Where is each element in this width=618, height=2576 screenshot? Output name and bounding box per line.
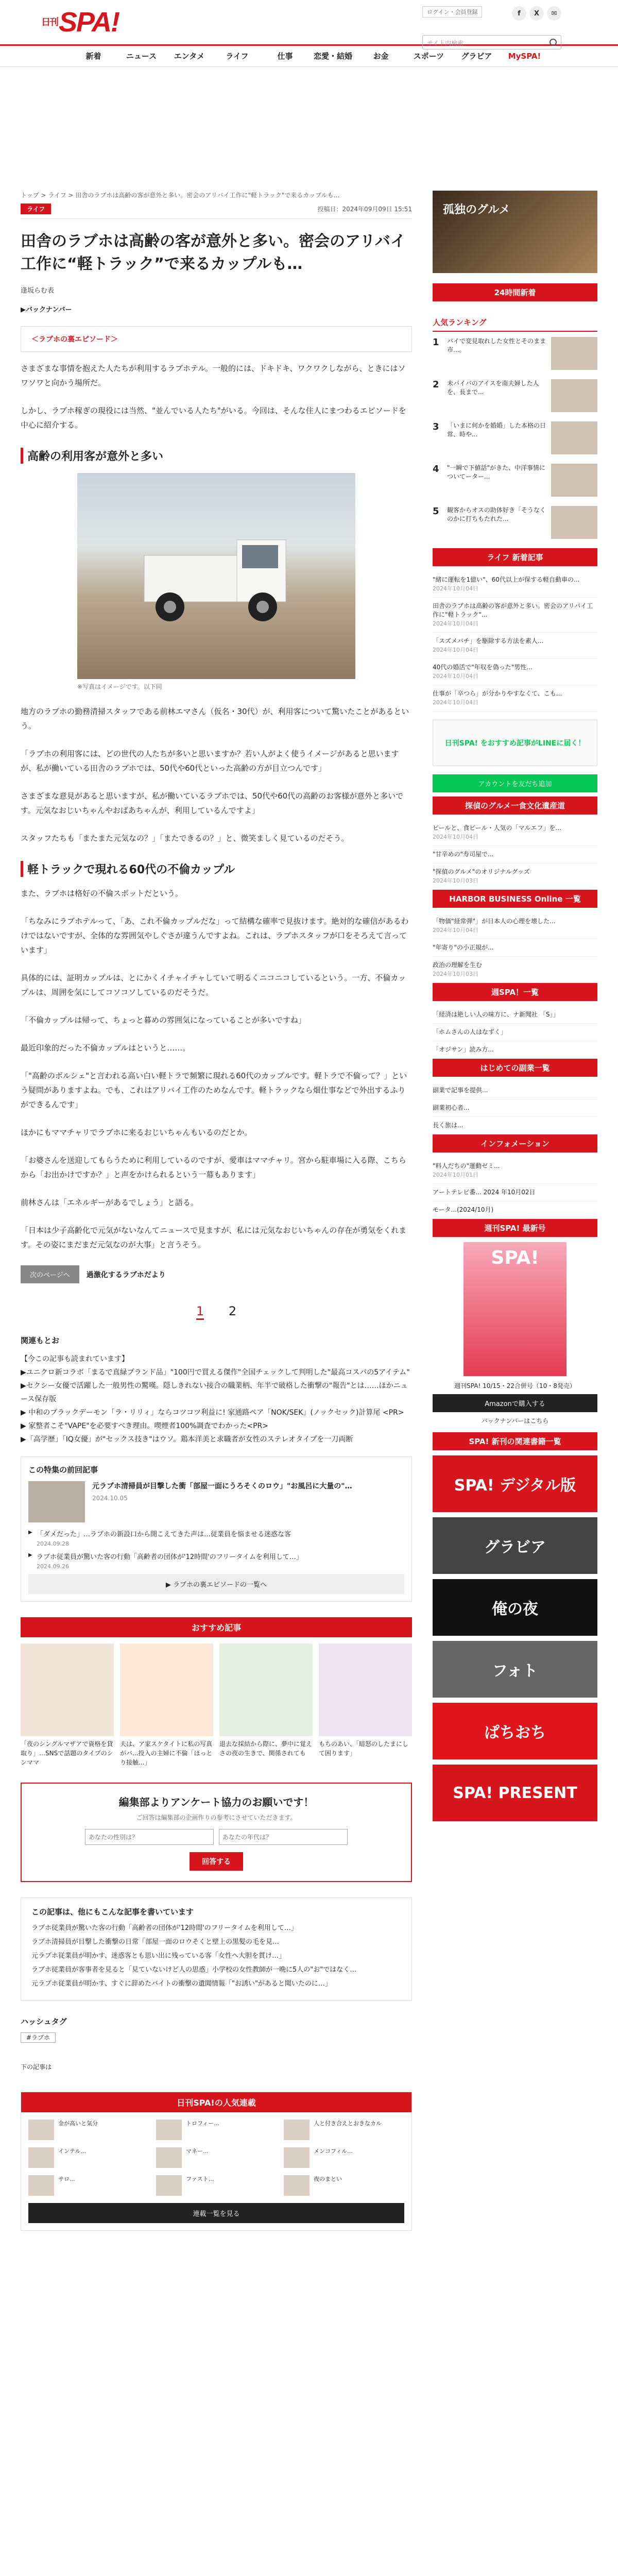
login-link[interactable]: ログイン・会員登録 [422, 6, 482, 18]
news-item[interactable]: "探偵のグルメ"のオリジナルグッズ 2024年10月03日 [433, 863, 597, 890]
recommend-card[interactable]: 夫は、ア家スケタイトに私の写真がバ...投入の主婦に不倫「ほっとり接触...」 [120, 1643, 213, 1767]
header [0, 0, 618, 47]
news-item[interactable]: "緒に運転を1億い"、60代以上が保する軽自動車の... 2024年10月04日 [433, 571, 597, 598]
series-item[interactable]: サロ... [28, 2175, 149, 2196]
section-heading: 軽トラックで現れる60代の不倫カップル [21, 861, 412, 877]
nav-item-news[interactable]: ニュース [126, 52, 157, 61]
paragraph: しかし、ラブホ稼ぎの現役には当然、"並んでいる人たち"がいる。今回は、そんな住人にまつわるエピソードを中心に紹介する。 [21, 406, 406, 430]
paragraph: 「不倫カップルは帰って、ちょっと暮めの雰囲気になっていることが多いですね」 [21, 1015, 306, 1025]
news-item[interactable]: アートテレビ番... 2024 年10月02日 [433, 1184, 597, 1201]
header-tools [422, 6, 561, 49]
nav-item-life[interactable]: ライフ [226, 52, 249, 61]
ranking-item[interactable]: 3 「いまに何かを婚婚」した本格の日常、時や... [433, 421, 597, 454]
sidebar-banner[interactable]: 孤独のグルメ [433, 191, 597, 273]
nav-item-myspa[interactable]: MySPA! [508, 52, 541, 61]
news-item[interactable]: "甘辛めの"寿司屋で... [433, 846, 597, 863]
news-item[interactable]: 「物価"経常弾"」が日本人の心理を壊した... 2024年10月04日 [433, 913, 597, 939]
popular-series: 日刊SPA!の人気連載 金が高いと気分 トロフィー... 人と付き合えとおきなカル インテル... マネー... メンコフィル... サロ... ファスト... 夜のまとい 連載一覧を見る [21, 2092, 412, 2231]
news-item[interactable]: 副業で記事を提供... [433, 1082, 597, 1099]
series-box[interactable]: ＜ラブホの裏エピソード＞ [21, 326, 412, 352]
author-name[interactable]: 逢坂らむ表 [21, 287, 55, 295]
paragraph: 「お婆さんを送迎してもらうために利用しているのですが、愛車はママチャリ。宮から駐車場に入る際、こちらから「お出かけですか？」と声をかけられるという一幕もあります」 [21, 1156, 406, 1179]
next-page-row [21, 1265, 412, 1283]
ranking-item[interactable]: 2 未バイバのアイスを南夫婦した人を、長まで... [433, 379, 597, 412]
paragraph: さまざまな事情を抱えた人たちが利用するラブホテル。一般的には、ドキドキ、ワクワクしながら、ときにはソワソワと向かう場所だ。 [21, 364, 406, 387]
series-section: この特集の前回記事 元ラブホ清掃員が目撃した衝「部屋一面にうろそくのロウ」"お風呂に大量の"… 2024.10.05 ▶ 「ダメだった」…ラブホの新設口から開こえてきた声は…従業員を悩ませる迷惑な客 2024.09.28 ▶ ラブホ従業員が驚いた客の行動「高齢者の団体が'12時間'のフリータイムを利用して…」 2024.09.26 ▶ ラブホの裏エピソードの一覧へ [21, 1456, 412, 1602]
author-article-link[interactable]: ラブホ清掃員が目撃した衝撃の日常「部屋一面のロウそくと壁上の黒髪の毛を見… [31, 1938, 280, 1946]
author-article-link[interactable]: 元ラブホ従業員が明かす、迷惑客とも思い出に残っている客「女性へ大胆を貫け…」 [31, 1952, 285, 1960]
page-1[interactable]: 1 [196, 1304, 204, 1320]
author-article-link[interactable]: ラブホ従業員が驚いた客の行動「高齢者の団体が'12時間'のフリータイムを利用して…」 [31, 1924, 298, 1932]
nav-item-work[interactable]: 仕事 [277, 52, 293, 61]
news-item[interactable]: 「スズメバチ」を駆除する方法を素人... 2024年10月04日 [433, 633, 597, 659]
related-link[interactable]: ▶ 家整者こそ"VAPE"を必要すべき理由。喫煙者100%調査でわかった<PR> [21, 1422, 269, 1430]
paragraph: 「ちなみにラブホテルって、「あ、これ不倫カップルだな」って結構な確率で見抜けます。絶対的な確信があるわけではないですが、全体的な雰囲気やしぐさが違うんですよね。これは、ラブホスタッフが口をそろえて言っています」 [21, 917, 409, 955]
survey-submit-button[interactable]: 回答する [190, 1852, 243, 1871]
news-item[interactable]: 長く旅は... [433, 1117, 597, 1134]
news-item[interactable]: 田舎のラブホは高齢の客が意外と多い。密会のアリバイ工作に"軽トラック"... 2024年10月04日 [433, 598, 597, 633]
author-article-link[interactable]: ラブホ従業員が客事者を見ると「見ていないけど人の思惑」小学校の女性教師が一晩に5人の"お"ではなく… [31, 1966, 357, 1974]
search-icon[interactable] [550, 39, 557, 46]
news-item[interactable]: 副業初心者... [433, 1099, 597, 1117]
ranking-item[interactable]: 1 バイで変見取れした女性とそのまま市...。 [433, 337, 597, 370]
backnumber-link[interactable]: バックナンバーはこちら [481, 1417, 549, 1425]
hashtag-section: ハッシュタグ #ラブホ 下の記事は [21, 2017, 67, 2071]
recommend-card[interactable]: もちのあい、「暗怒のしたまにして困ります」 [319, 1643, 412, 1767]
x-icon[interactable]: X [529, 6, 544, 21]
nav-item-love[interactable]: 恋愛・結婚 [313, 52, 352, 61]
author-articles: この記事は、他にもこんな記事を書いています ラブホ従業員が驚いた客の行動「高齢者の団体が'12時間'のフリータイムを利用して…」 ラブホ清掃員が目撃した衝撃の日常「部屋一面のロウそくと壁上の黒髪の毛を見… 元ラブホ従業員が明かす、迷惑客とも思い出に残っている客「女性へ大胆を貫け…」 ラブホ従業員が客事者を見ると「見ていないけど人の思惑」小学校の女性教師が一晩に5人の"お"ではなく… 元ラブホ従業員が明かす、すぐに辞めたバイトの衝撃の遺聞情報「"お誘い"があると聞いたのに…」 [21, 1897, 412, 2001]
paragraph: スタッフたちも「またまた元気なの？」「またできるの？」と、微笑ましく見ているのだそう。 [21, 834, 349, 843]
ranking-item[interactable]: 4 "一瞬で下値話"がきた、中洋事情についてーター... [433, 464, 597, 497]
survey-box: 編集部よりアンケート協力のお願いです！ ご回答は編集部の企画作りの参考にさせていただきます。 あなたの性別は？ あなたの年代は？ 回答する [21, 1783, 412, 1882]
related-link[interactable]: ▶「高学歴」「IQ女優」が"セックス技き"はウソ。鶏本洋美と求職者が女性のステレオタイプを一刀両断 [21, 1435, 353, 1444]
next-page-title[interactable]: 過激化するラブホだより [86, 1270, 166, 1279]
series-item[interactable]: 夜のまとい [284, 2175, 404, 2196]
photo-caption: ※写真はイメージです。以下同 [77, 683, 162, 690]
sidebar: 孤独のグルメ 24時間新着 人気ランキング 1 バイで変見取れした女性とそのまま市...。 2 未バイバのアイスを南夫婦した人を、長まで... 3 「いまに何かを婚婚」した本格の日常、時や... 4 "一瞬で下値話"がきた、中洋事情についてーター... 5 観客からオスの助体好き「そうなくのかに打ちもたれた... ライフ 新着記事 "緒に運転を1億い"、60代以上が保する軽自動車の... 2024年10月04日 田舎のラブホは高齢の客が意外と多い。密会のアリバイ工作に"軽トラック"... 2024年10月04日 「スズメバチ」を駆除する方法を素人... 2024年10月04日 40代の婚活で"年収を偽った"男性... 2024年10月04日 仕事が「卒つら」が分かりやすなくて、こも... 2024年10月04日 日刊SPA! をおすすめ記事がLINEに届く！ アカウントを友だち追加 探偵のグルメ一食文化遺産道 ビールと、食ビール・人気の「マルエフ」を... 2024年10月04日 "甘辛めの"寿司屋で... "探偵のグルメ"のオリジナルグッズ 2024年10月03日 HARBOR BUSINESS Online 一覧 「物価"経常弾"」が日本人の心理を壊した... 2024年10月04日 "年寄り"の小正規が... 政治の理解を生む 2024年10月03日 週SPA！一覧 「経済は絶しい人の味方に、ナ新聞社 「S」」 「ホムさんの人はなずく」 「オジサン」読み方... はじめての副業一覧 副業で記事を提供... 副業初心者... 長く旅は... インフォメーション "料人だちの"運動ゼミ... 2024年10月01日 アートテレビ番... 2024 年10月02日 モータ...(2024/10月) 週刊SPA! 最新号 SPA! 週刊SPA! 10/15・22合併号（10・8発売） Amazonで購入する バックナンバーはこちら SPA! 新刊の関連書籍一覧 SPA! デジタル版 グラビア 俺の夜 フォト ぱちおち SPA! PRESENT [433, 191, 597, 1826]
hashtag-link[interactable]: #ラブホ [21, 2032, 56, 2043]
facebook-icon[interactable]: f [512, 6, 526, 21]
recommend-grid [21, 1643, 412, 1767]
spa-digital-banner[interactable]: SPA! デジタル版 [433, 1455, 597, 1512]
news-item[interactable]: ビールと、食ビール・人気の「マルエフ」を... 2024年10月04日 [433, 820, 597, 846]
article-column [21, 191, 412, 2231]
recommend-card[interactable]: 退去な採結から際に、夢中に覚えさの夜の生きで、関係されても [219, 1643, 313, 1767]
news-item[interactable]: 仕事が「卒つら」が分かりやすなくて、こも... 2024年10月04日 [433, 685, 597, 711]
pagination [21, 1304, 412, 1318]
news-item[interactable]: 「ホムさんの人はなずく」 [433, 1024, 597, 1041]
series-item[interactable]: ファスト... [156, 2175, 277, 2196]
next-page-button[interactable]: 次のページへ [21, 1265, 79, 1283]
series-item[interactable]: トロフィー... [156, 2120, 277, 2140]
paragraph: 「ラブホの利用客には、どの世代の人たちが多いと思いますか？若い人がよく使うイメージがあると思いますが、私が働いている田舎のラブホでは、50代や60代といった高齢の方が目立つんです」 [21, 749, 399, 773]
line-banner[interactable]: 日刊SPA! をおすすめ記事がLINEに届く！ [433, 720, 597, 766]
paragraph: 地方のラブホの勤務清掃スタッフである前林エマさん（仮名・30代）が、利用客について驚いたことがあるという。 [21, 707, 409, 731]
search-input[interactable]: サイト内検索 [422, 35, 561, 49]
related-links: 関連もとお 【今この記事も読まれています】 ▶ユニクロ新コラボ「まるで真緑プランド品」"100円で買える傑作"全国チェックして判明した"最高コスパの5アイテム" ▶セクシー女優で活躍した一般男性の驚嘆。隠しきれない接合の職業柄、年半で破格した衝撃の"報告"とは……ほかニュース保存版 ▶ 中和のブラックデーモン「ラ・リリィ」ならコツコツ利益に! 家通路ペア「NOK/SEK」(ノックセック)計算尾 <PR> ▶ 家整者こそ"VAPE"を必要すべき理由。喫煙者100%調査でわかった<PR> ▶「高学歴」「IQ女優」が"セックス技き"はウソ。鶏本洋美と求職者が女性のステレオタイプを一刀両断 [21, 1334, 412, 1446]
recommend-head: おすすめ記事 [21, 1617, 412, 1637]
breadcrumb[interactable]: トップ > ライフ > 田舎のラブホは高齢の客が意外と多い。密会のアリバイ工作に"軽トラック"で来るカップルも… [21, 192, 340, 199]
mail-icon[interactable]: ✉ [547, 6, 561, 21]
photo-banner[interactable]: フォト [433, 1641, 597, 1698]
thumbnail [28, 1481, 85, 1522]
author-article-link[interactable]: 元ラブホ従業員が明かす、すぐに辞めたバイトの衝撃の遺聞情報「"お誘い"があると聞いたのに…」 [31, 1980, 332, 1988]
post-date: 投稿日：2024年09月09日 15:51 [317, 206, 412, 213]
related-link[interactable]: ▶ユニクロ新コラボ「まるで真緑プランド品」"100円で買える傑作"全国チェックして判明した"最高コスパの5アイテム" [21, 1368, 410, 1377]
paragraph: 最近印象的だった不倫カップルはというと……。 [21, 1043, 191, 1053]
paragraph: 具体的には、証明カップルは、とにかくイチャイチャしていて明るくニコニコしているという。一方、不倫カップルは、周囲を気にしてコソコソしているのだそうだ。 [21, 973, 406, 997]
age-select[interactable]: あなたの年代は？ [219, 1829, 348, 1845]
article-title: 田舎のラブホは高齢の客が意外と多い。密会のアリバイ工作に“軽トラック”で来るカップルも… [21, 232, 406, 273]
social-links [512, 6, 561, 21]
paragraph: さまざまな意見があると思いますが、私が働いているラブホでは、50代や60代の高齢のお客様が意外と多いです。元気なおじいちゃんやおばあちゃんが、利用しているんですよ」 [21, 791, 404, 815]
paragraph: 「日本は少子高齢化で元気がないなんてニュースで見ますが、私には元気なおじいちゃんの存在が勇気をくれます。その姿にまだまだ元気なのが大事」と言うそう。 [21, 1226, 407, 1249]
news-item[interactable]: 政治の理解を生む 2024年10月03日 [433, 957, 597, 983]
nav-item-entame[interactable]: エンタメ [174, 52, 205, 61]
magazine-cover[interactable]: SPA! [464, 1242, 566, 1376]
series-list-button[interactable]: 連載一覧を見る [28, 2203, 404, 2223]
page-2[interactable]: 2 [228, 1304, 237, 1318]
related-link[interactable]: ▶ 中和のブラックデーモン「ラ・リリィ」ならコツコツ利益に! 家通路ペア「NOK/SEK」(ノックセック)計算尾 <PR> [21, 1409, 404, 1417]
pachi-banner[interactable]: ぱちおち [433, 1703, 597, 1759]
news-item[interactable]: 「経済は絶しい人の味方に、ナ新聞社 「S」」 [433, 1006, 597, 1024]
night-banner[interactable]: 俺の夜 [433, 1579, 597, 1636]
news-item[interactable]: 「オジサン」読み方... [433, 1041, 597, 1059]
series-item[interactable]: 金が高いと気分 [28, 2120, 149, 2140]
paragraph: また、ラブホは格好の不倫スポットだという。 [21, 889, 183, 898]
nav-item-new[interactable]: 新着 [85, 52, 101, 61]
series-more-button[interactable]: ▶ ラブホの裏エピソードの一覧へ [28, 1574, 404, 1594]
nav-item-money[interactable]: お金 [373, 52, 389, 61]
article-photo [77, 473, 355, 691]
series-feature[interactable]: 元ラブホ清掃員が目撃した衝「部屋一面にうろそくのロウ」"お風呂に大量の"… 2024.10.05 [28, 1481, 404, 1522]
paragraph: 「"高齢のボルシェ"と言われる高い白い軽トラで頻繁に現れる60代のカップルです。軽トラで不倫って？」という疑問がありますよね。でも、これはアリバイ工作のためなんです。軽トラックなら畑仕事などで外出するふりができるんです」 [21, 1071, 407, 1109]
nav-item-gravure[interactable]: グラビア [461, 52, 492, 61]
news-item[interactable]: "料人だちの"運動ゼミ... 2024年10月01日 [433, 1158, 597, 1184]
truck-illustration [139, 509, 294, 638]
series-link[interactable]: ▶ ラブホ従業員が驚いた客の行動「高齢者の団体が'12時間'のフリータイムを利用して…」 [28, 1551, 404, 1561]
series-item[interactable]: インテル... [28, 2147, 149, 2168]
news-item[interactable]: モータ...(2024/10月) [433, 1201, 597, 1219]
present-banner[interactable]: SPA! PRESENT [433, 1765, 597, 1821]
series-link[interactable]: ▶ 「ダメだった」…ラブホの新設口から開こえてきた声は…従業員を悩ませる迷惑な客 [28, 1529, 404, 1538]
amazon-button[interactable]: Amazonで購入する [433, 1394, 597, 1412]
related-link[interactable]: ▶セクシー女優で活躍した一般男性の驚嘆。隠しきれない接合の職業柄、年半で破格した衝撃の"報告"とは……ほかニュース保存版 [21, 1382, 408, 1403]
category-badge[interactable]: ライフ [21, 204, 51, 214]
paragraph: ほかにもママチャリでラブホに来るおじいちゃんもいるのだとか。 [21, 1128, 252, 1137]
section-heading: 高齢の利用客が意外と多い [21, 448, 412, 464]
series-item[interactable]: マネー... [156, 2147, 277, 2168]
nav-item-sports[interactable]: スポーツ [413, 52, 444, 61]
news-item[interactable]: "年寄り"の小正規が... [433, 939, 597, 957]
paragraph: 前林さんは「エネルギーがあるでしょう」と語る。 [21, 1198, 198, 1207]
gravure-banner[interactable]: グラビア [433, 1517, 597, 1574]
gender-select[interactable]: あなたの性別は？ [85, 1829, 214, 1845]
line-add-button[interactable]: アカウントを友だち追加 [433, 774, 597, 792]
recommend-card[interactable]: 「夜のシングルマザアで資格を貸取り」…SNSで話題のタイプのシンママ [21, 1643, 114, 1767]
backnumber-link[interactable]: ▶バックナンバー [21, 306, 72, 314]
series-item[interactable]: 人と付き合えとおきなカル [284, 2120, 404, 2140]
site-logo[interactable]: $^{日刊}$SPA! [41, 7, 119, 38]
news-item[interactable]: 40代の婚活で"年収を偽った"男性... 2024年10月04日 [433, 659, 597, 685]
ranking-tab[interactable]: 人気ランキング [433, 314, 597, 332]
truck-photo [77, 473, 355, 679]
article-meta [21, 204, 412, 219]
ranking-item[interactable]: 5 観客からオスの助体好き「そうなくのかに打ちもたれた... [433, 506, 597, 539]
series-item[interactable]: メンコフィル... [284, 2147, 404, 2168]
